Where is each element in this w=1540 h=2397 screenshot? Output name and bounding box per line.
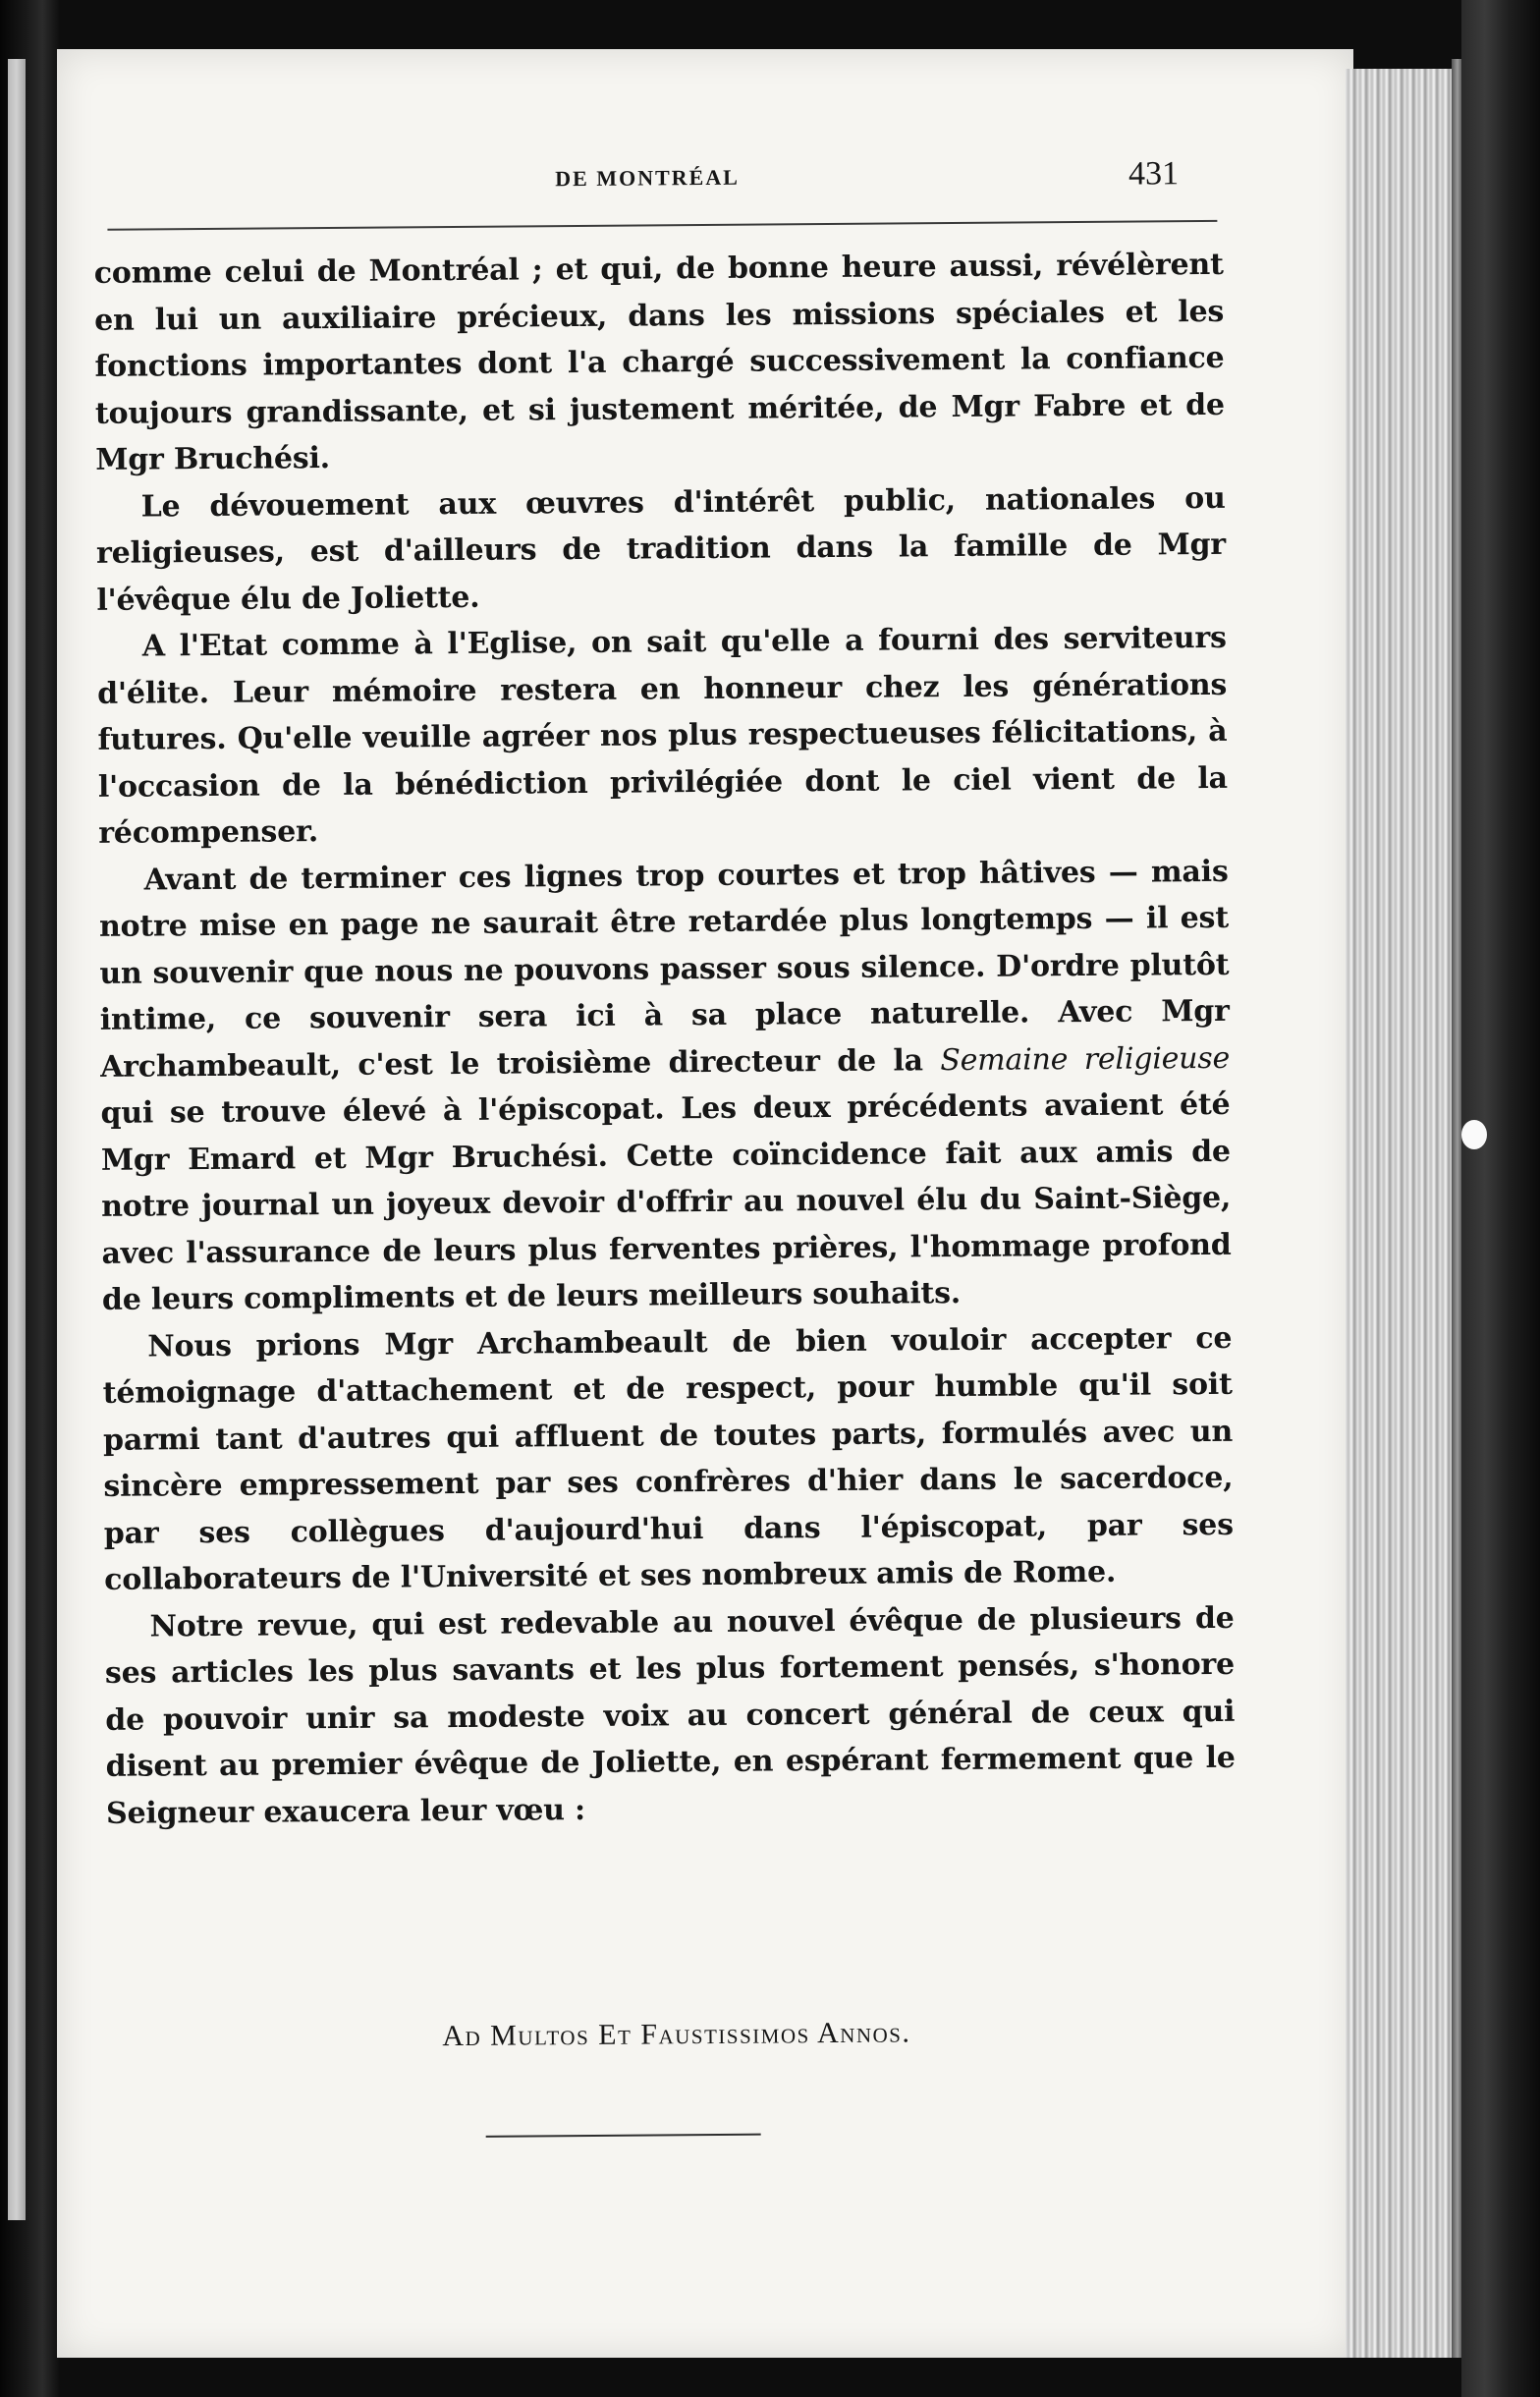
paragraph-4-part-2: qui se trouve élevé à l'épiscopat. Les deux précédents avaient été Mgr Emard et Mgr Bruchési. Cette coïncidence fait aux amis de notre journal un joyeux devoir d'offrir au nouvel élu du Saint-Siège, avec l'assurance de leurs plus ferventes prières, l'hommage profond de leurs compliments et de leurs meilleurs souhaits. bbox=[100, 1087, 1232, 1317]
end-rule bbox=[486, 2134, 761, 2138]
dust-speck bbox=[1461, 1120, 1487, 1149]
paragraph-6: Notre revue, qui est redevable au nouvel évêque de plusieurs de ses articles les plus savants et les plus fortement pensés, s'honore de pouvoir unir sa modeste voix au concert général de ceux qui disent au premier évêque de Joliette, en espérant fermement que le Seigneur exaucera leur vœu : bbox=[104, 1600, 1236, 1831]
running-head-text: DE MONTRÉAL bbox=[555, 164, 740, 192]
book-cover-edge bbox=[1461, 0, 1540, 2397]
closing-salutation: Ad Multos Et Faustissimos Annos. bbox=[442, 2016, 911, 2053]
paragraph-4 bbox=[98, 848, 1232, 1323]
body-text bbox=[94, 242, 1237, 1837]
page-text bbox=[57, 44, 1371, 2363]
paragraph-5: Nous prions Mgr Archambeault de bien vouloir accepter ce témoignage d'attachement et de respect, pour humble qu'il soit parmi tant d'autres qui affluent de toutes parts, formulés avec un sincère empressement par ses confrères d'hier dans le sacerdoce, par ses collègues d'aujourd'hui dans l'épiscopat, par ses collaborateurs de l'Université et ses nombreux amis de Rome. bbox=[102, 1320, 1234, 1597]
journal-title: Semaine religieuse bbox=[940, 1040, 1231, 1078]
left-page-strip bbox=[8, 59, 26, 2220]
paragraph-3: A l'Etat comme à l'Eglise, on sait qu'elle a fourni des serviteurs d'élite. Leur mémoire restera en honneur chez les générations futures. Qu'elle veuille agréer nos plus respectueuses félicitations, à l'occasion de la bénédiction privilégiée dont le ciel vient de la récompenser. bbox=[96, 620, 1228, 851]
paragraph-2: Le dévouement aux œuvres d'intérêt public, nationales ou religieuses, est d'ailleurs de tradition dans la famille de Mgr l'évêque élu de Joliette. bbox=[95, 480, 1227, 618]
paragraph-1: comme celui de Montréal ; et qui, de bonne heure aussi, révélèrent en lui un auxiliaire précieux, dans les missions spéciales et les fonctions importantes dont l'a chargé successivement la confiance toujours grandissante, et si justement méritée, de Mgr Fabre et de Mgr Bruchési. bbox=[93, 247, 1225, 477]
paragraph-4-part-1: Avant de terminer ces lignes trop courtes et trop hâtives — mais notre mise en page ne saurait être retardée plus longtemps — il est un souvenir que nous ne pouvons passer sous silence. D'ordre plutôt intime, ce souvenir sera ici à sa place naturelle. Avec Mgr Archambeault, c'est le troisième directeur de la bbox=[98, 854, 1230, 1085]
page-number: 431 bbox=[1128, 155, 1180, 193]
header-rule bbox=[107, 220, 1217, 231]
